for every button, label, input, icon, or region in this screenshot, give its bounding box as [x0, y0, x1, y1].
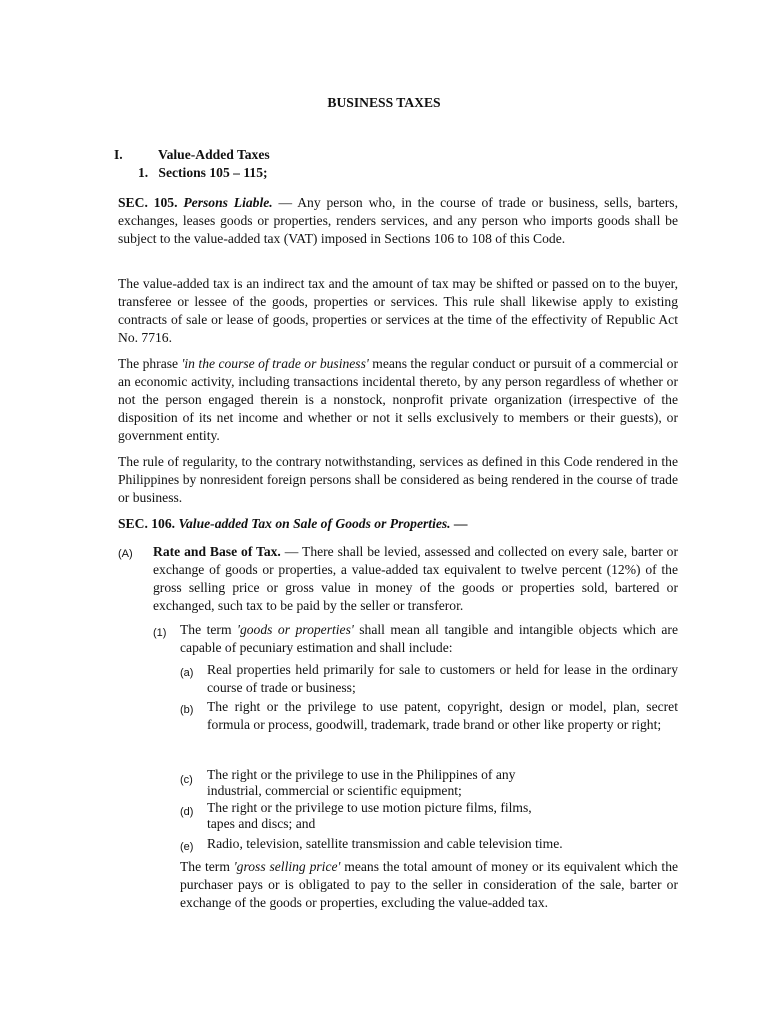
sec105-name: Persons Liable. [183, 195, 273, 210]
item-1-marker: (1) [153, 627, 167, 639]
item-a-marker: (a) [180, 667, 194, 679]
sec106-label: SEC. 106. [118, 516, 176, 531]
item-1-pre: The term [180, 622, 238, 637]
subsection-a-body: — There shall be levied, assessed and collected on every sale, barter or exchange of goods or properties, a value-added tax equivalent to twelve percent (12%) of the gross selling price or gross value in money of the goods or properties sold, bartered or exchanged, such tax to be paid by the seller or transferor. [153, 544, 678, 613]
sec105-p3-phrase: 'in the course of trade or business' [181, 356, 369, 371]
item-d-text [207, 800, 678, 832]
item-c-line-2: industrial, commercial or scientific equipment; [207, 783, 462, 798]
sec105-paragraph-2: The value-added tax is an indirect tax and the amount of tax may be shifted or passed on to the buyer, transferee or lessee of the goods, properties or services. This rule shall likewise apply to existing contracts of sale or lease of goods, properties or services at the time of the effectivity of Republic Act No. 7716. [118, 276, 678, 345]
item-d-line-1: The right or the privilege to use motion picture films, films, [207, 800, 532, 815]
sec105-p3-post: means the regular conduct or pursuit of a commercial or an economic activity, including transactions incidental thereto, by any person regardless of whether or not the person engaged therein is a nonstock, nonprofit private organization (irrespective of the disposition of its net income and whether or not it sells exclusively to members or their guests), or government entity. [118, 356, 678, 443]
item-c-text [207, 767, 678, 799]
sec105-paragraph-3 [118, 355, 678, 445]
sec105-label: SEC. 105. [118, 195, 178, 210]
item-c-line-1: The right or the privilege to use in the Philippines of any [207, 767, 516, 782]
sec106-heading [118, 515, 678, 533]
subsection-a-text [153, 543, 678, 615]
item-b-text: The right or the privilege to use patent, copyright, design or model, plan, secret formula or process, goodwill, trademark, trade brand or other like property or right; [207, 699, 678, 732]
item-1-post: shall mean all tangible and intangible objects which are capable of pecuniary estimation and shall include: [180, 622, 678, 655]
gsp-post: means the total amount of money or its equivalent which the purchaser pays or is obligated to pay to the seller in consideration of the sale, barter or exchange of the goods or properties, excluding the value-added tax. [180, 859, 679, 910]
sec105-p1-text: — Any person who, in the course of trade or business, sells, barters, exchanges, leases goods or properties, renders services, and any person who imports goods shall be subject to the value-added tax (VAT) imposed in Sections 106 to 108 of this Code. [118, 195, 678, 246]
sec105-p3-pre: The phrase [118, 356, 182, 371]
sec105-paragraph-4: The rule of regularity, to the contrary notwithstanding, services as defined in this Code rendered in the Philippines by nonresident foreign persons shall be considered as being rendered in the course of trade or business. [118, 454, 678, 505]
subsection-a-title: Rate and Base of Tax. [153, 544, 281, 559]
gross-selling-price-paragraph [180, 858, 678, 912]
sec105-paragraph-1 [118, 194, 678, 248]
outline-numeral: I. [114, 147, 123, 162]
item-d-marker: (d) [180, 806, 194, 818]
item-c-marker: (c) [180, 774, 193, 786]
subsection-a-marker: (A) [118, 548, 133, 560]
item-1-text [180, 621, 678, 657]
document-title: BUSINESS TAXES [327, 95, 441, 110]
gsp-term: 'gross selling price' [233, 859, 341, 874]
item-1-term: 'goods or properties' [237, 622, 354, 637]
item-e-text: Radio, television, satellite transmission and cable television time. [207, 836, 563, 851]
outline-subheading: 1. Sections 105 – 115; [138, 165, 268, 180]
sec106-name: Value-added Tax on Sale of Goods or Properties. — [178, 516, 468, 531]
item-b-marker: (b) [180, 704, 194, 716]
gsp-pre: The term [180, 859, 234, 874]
outline-heading: Value-Added Taxes [158, 147, 270, 162]
item-a-text: Real properties held primarily for sale to customers or held for lease in the ordinary course of trade or business; [207, 662, 678, 695]
item-e-marker: (e) [180, 841, 194, 853]
item-d-line-2: tapes and discs; and [207, 816, 316, 831]
